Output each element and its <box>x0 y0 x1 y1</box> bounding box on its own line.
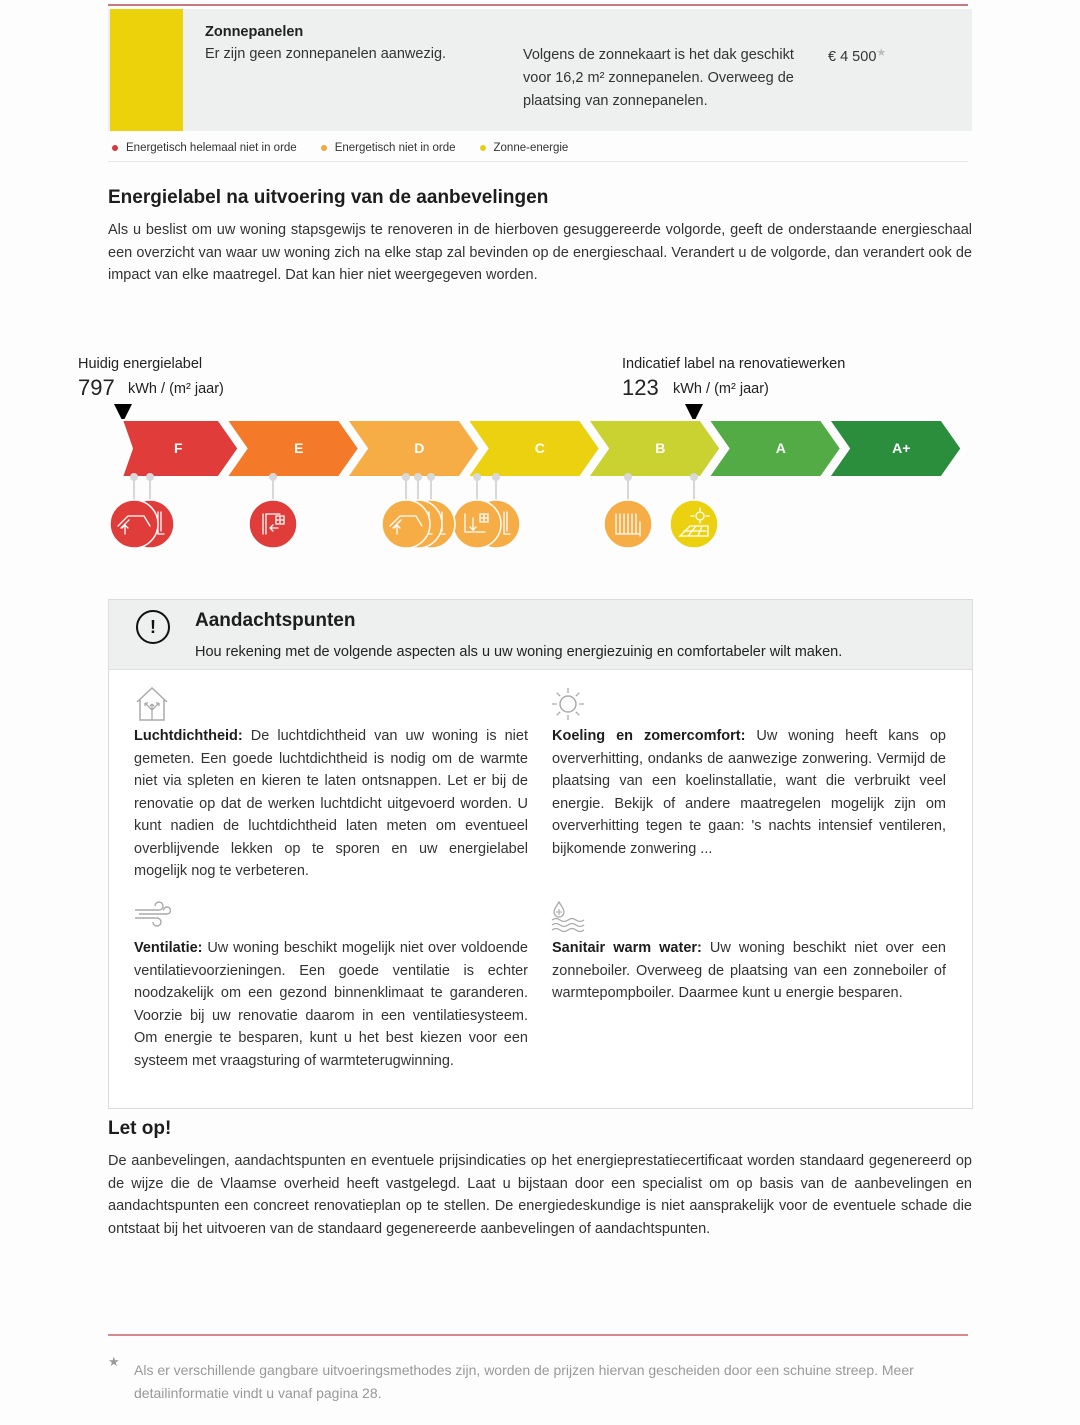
legend-dot-icon <box>321 145 327 151</box>
attention-header <box>109 600 972 670</box>
energy-band-label: D <box>414 440 425 457</box>
energy-band-label: A <box>775 440 786 457</box>
section-title-energy-label: Energielabel na uitvoering van de aanbevelingen <box>108 187 549 208</box>
energy-band-label: F <box>173 440 183 457</box>
attention-item-title: Ventilatie: <box>134 940 203 956</box>
solar-panel-icon <box>670 500 718 548</box>
legend-item <box>480 140 569 156</box>
attention-item-cooling <box>552 725 946 860</box>
price-value: € 4 500 <box>828 49 877 65</box>
measure-pin <box>130 473 138 481</box>
attention-item-title: Luchtdichtheid: <box>134 728 243 744</box>
section-body-energy-label: Als u beslist om uw woning stapsgewijs te renoveren in de hierboven gesuggereerde volgorde, geeft de onderstaande energieschaal een overzicht van waar uw woning zich na elke stap zal bevinden op de energieschaal. Verandert u de volgorde, dan verandert ook de impact van elke maatregel. Dat kan hier niet weergegeven worden. <box>108 222 972 283</box>
footnote-text: Als er verschillende gangbare uitvoeringsmethodes zijn, worden de prijzen hiervan gescheiden door een schuine streep. Meer detailinformatie vindt u vanaf pagina 28. <box>134 1362 914 1401</box>
price-indication <box>828 46 886 65</box>
measure-pin <box>492 473 500 481</box>
attention-item-ventilation <box>134 937 528 1072</box>
footer-divider <box>108 1334 968 1336</box>
measure-pin <box>146 473 154 481</box>
attention-item-hot-water <box>552 937 946 1005</box>
current-label-value: 797 <box>78 375 115 400</box>
indicative-label-caption: Indicatief label na renovatiewerken <box>622 356 846 372</box>
legend-label: Energetisch niet in orde <box>334 142 456 154</box>
legend-dot-icon <box>480 145 486 151</box>
exclamation-circle-icon: ! <box>136 610 170 644</box>
attention-item-text: Uw woning beschikt mogelijk niet over voldoende ventilatievoorzieningen. Een goede ventilatie is echter noodzakelijk om een gezond binnenklimaat te garanderen. Voorzie bij uw renovatie daarom in een ventilatiesysteem. Om energie te besparen, kunt u het best kiezen voor een systeem met vraagsturing of warmteterugwinning. <box>134 940 528 1069</box>
category-legend <box>112 140 568 156</box>
attention-title: Aandachtspunten <box>195 610 356 631</box>
attention-item-title: Koeling en zomercomfort: <box>552 728 746 744</box>
floor-window-icon <box>453 500 501 548</box>
attention-item-text: Uw woning beschikt niet over een zonneboiler. Overweeg de plaatsing van een zonneboiler of warmtepompboiler. Daarmee kunt u energie besparen. <box>552 940 946 1001</box>
legend-label: Zonne-energie <box>493 142 569 154</box>
energy-band-label: E <box>294 440 304 457</box>
measure-pin <box>690 473 698 481</box>
legend-item <box>321 140 456 156</box>
measure-pin <box>402 473 410 481</box>
energy-scale <box>0 410 1080 560</box>
measure-pin <box>624 473 632 481</box>
window-icon <box>249 500 297 548</box>
category-color-swatch <box>110 9 183 131</box>
current-label-caption: Huidig energielabel <box>78 356 203 372</box>
let-op-title: Let op! <box>108 1118 172 1139</box>
footnote-star-icon: ★ <box>876 47 887 59</box>
attention-item-title: Sanitair warm water: <box>552 940 702 956</box>
legend-dot-icon <box>112 145 118 151</box>
legend-divider <box>108 161 968 162</box>
legend-label: Energetisch helemaal niet in orde <box>126 142 297 154</box>
current-label-unit: kWh / (m² jaar) <box>128 381 224 397</box>
recommendation-row-solar-panels <box>108 9 972 131</box>
measure-pin <box>473 473 481 481</box>
energy-band-label: A+ <box>892 440 911 457</box>
advice-text: Volgens de zonnekaart is het dak geschikt voor 16,2 m² zonnepanelen. Overweeg de plaatsing van zonnepanelen. <box>523 47 794 109</box>
recommendation-title: Zonnepanelen <box>205 24 304 40</box>
attention-item-text: Uw woning heeft kans op oververhitting, ondanks de aanwezige zonwering. Vermijd de plaatsing van een koelinstallatie, want die verbruikt veel energie. Bekijk of andere maatregelen mogelijk zijn om oververhitting tegen te gaan: 's nachts intensief ventileren, bijkomende zonwering ... <box>552 728 946 857</box>
legend-item <box>112 140 297 156</box>
attention-item-airtightness <box>134 725 528 883</box>
radiator-icon <box>604 500 652 548</box>
attention-item-text: De luchtdichtheid van uw woning is niet gemeten. Een goede luchtdichtheid is nodig om de warmte niet via spleten en kieren te laten ontsnappen. Let er bij de renovatie op dat de werken luchtdicht uitgevoerd worden. U kunt nadien de luchtdichtheid laten meten om eventueel overblijvende lekken op te sporen en uw energielabel mogelijk nog te verbeteren. <box>134 728 528 879</box>
measure-pin <box>269 473 277 481</box>
indicative-label-unit: kWh / (m² jaar) <box>673 381 769 397</box>
measure-pin <box>427 473 435 481</box>
sun-icon <box>550 686 586 722</box>
energy-band-label: B <box>655 440 666 457</box>
energy-band-e <box>227 420 360 477</box>
warm-water-icon <box>550 900 586 932</box>
indicative-label-value: 123 <box>622 375 659 400</box>
measure-pin <box>414 473 422 481</box>
roof-insulation-icon <box>382 500 430 548</box>
energy-band-label: C <box>534 440 545 457</box>
top-divider <box>108 4 968 6</box>
let-op-body: De aanbevelingen, aandachtspunten en eventuele prijsindicaties op het energieprestatiecertificaat worden standaard gegenereerd op de wijze die de Vlaamse overheid heeft vastgelegd. Laat u bijstaan door een specialist om op basis van de aanbevelingen en aandachtspunten een concreet renovatieplan op te stellen. De energiedeskundige is niet aansprakelijk voor de eventuele schade die ontstaat bij het uitvoeren van de standaard gegenereerde aanbevelingen of aandachtspunten. <box>108 1153 972 1237</box>
attention-box <box>108 599 973 1109</box>
attention-subtitle: Hou rekening met de volgende aspecten als u uw woning energiezuinig en comfortabeler wilt maken. <box>195 644 843 660</box>
roof-insulation-icon <box>110 500 158 548</box>
current-state-text: Er zijn geen zonnepanelen aanwezig. <box>205 46 447 62</box>
footnote-star-icon: ★ <box>108 1354 120 1369</box>
wind-icon <box>133 900 171 930</box>
house-airflow-icon <box>135 686 169 722</box>
